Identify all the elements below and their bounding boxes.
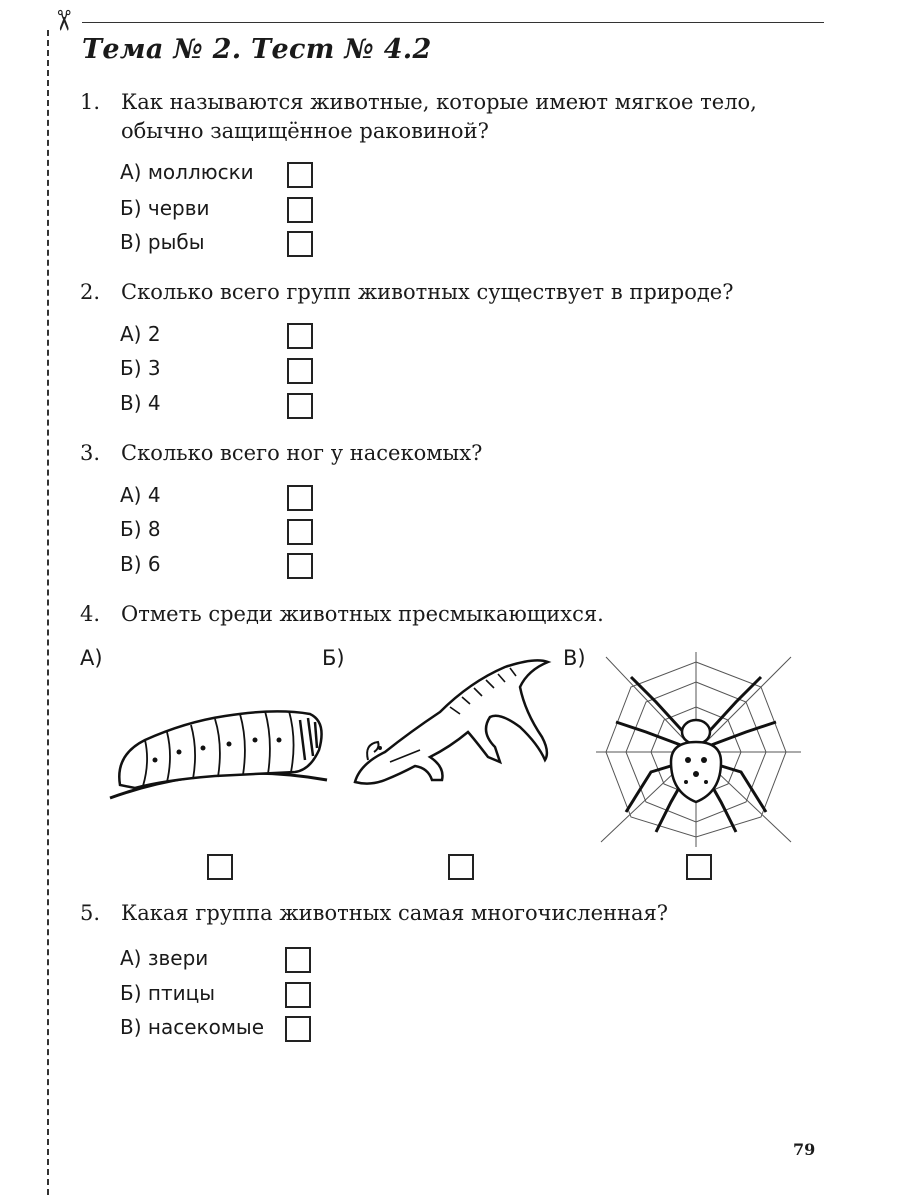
top-rule bbox=[82, 22, 824, 23]
answer-checkbox[interactable] bbox=[686, 854, 712, 880]
answer-checkbox[interactable] bbox=[287, 393, 313, 419]
question-number: 1. bbox=[80, 90, 101, 114]
answer-option: А) звери bbox=[120, 946, 209, 970]
answer-checkbox[interactable] bbox=[287, 197, 313, 223]
answer-option: Б) 3 bbox=[120, 356, 161, 380]
answer-checkbox[interactable] bbox=[287, 323, 313, 349]
spider-illustration bbox=[596, 652, 801, 847]
question-number: 2. bbox=[80, 280, 101, 304]
answer-option: Б) 8 bbox=[120, 517, 161, 541]
answer-checkbox[interactable] bbox=[287, 358, 313, 384]
answer-option: В) рыбы bbox=[120, 230, 205, 254]
answer-option: Б) черви bbox=[120, 196, 210, 220]
answer-option: А) моллюски bbox=[120, 160, 254, 184]
question-number: 4. bbox=[80, 602, 101, 626]
cut-line bbox=[47, 30, 49, 1195]
question-text: Отметь среди животных пресмыкающихся. bbox=[121, 602, 604, 626]
answer-option: В) насекомые bbox=[120, 1015, 265, 1039]
question-text: Сколько всего ног у насекомых? bbox=[121, 441, 483, 465]
answer-checkbox[interactable] bbox=[285, 982, 311, 1008]
caterpillar-illustration bbox=[105, 700, 330, 805]
crocodile-illustration bbox=[350, 652, 560, 797]
answer-option: А) 4 bbox=[120, 483, 161, 507]
answer-checkbox[interactable] bbox=[287, 553, 313, 579]
scissors-icon: ✂ bbox=[47, 8, 81, 33]
picture-option-label: В) bbox=[563, 646, 586, 670]
answer-option: А) 2 bbox=[120, 322, 161, 346]
question-text: Какая группа животных самая многочисленная? bbox=[121, 901, 669, 925]
picture-option-label: Б) bbox=[322, 646, 345, 670]
page-number: 79 bbox=[793, 1140, 816, 1159]
answer-checkbox[interactable] bbox=[448, 854, 474, 880]
answer-option: В) 6 bbox=[120, 552, 161, 576]
answer-checkbox[interactable] bbox=[287, 485, 313, 511]
answer-option: В) 4 bbox=[120, 391, 161, 415]
question-text: Сколько всего групп животных существует в природе? bbox=[121, 280, 734, 304]
answer-checkbox[interactable] bbox=[287, 231, 313, 257]
question-number: 3. bbox=[80, 441, 101, 465]
answer-checkbox[interactable] bbox=[287, 162, 313, 188]
answer-checkbox[interactable] bbox=[207, 854, 233, 880]
page-title: Тема № 2. Тест № 4.2 bbox=[82, 34, 432, 65]
answer-checkbox[interactable] bbox=[285, 1016, 311, 1042]
answer-checkbox[interactable] bbox=[287, 519, 313, 545]
answer-checkbox[interactable] bbox=[285, 947, 311, 973]
picture-option-label: А) bbox=[80, 646, 103, 670]
answer-option: Б) птицы bbox=[120, 981, 216, 1005]
question-text: Как называются животные, которые имеют мягкое тело, обычно защищённое раковиной? bbox=[121, 90, 757, 143]
question-number: 5. bbox=[80, 901, 101, 925]
